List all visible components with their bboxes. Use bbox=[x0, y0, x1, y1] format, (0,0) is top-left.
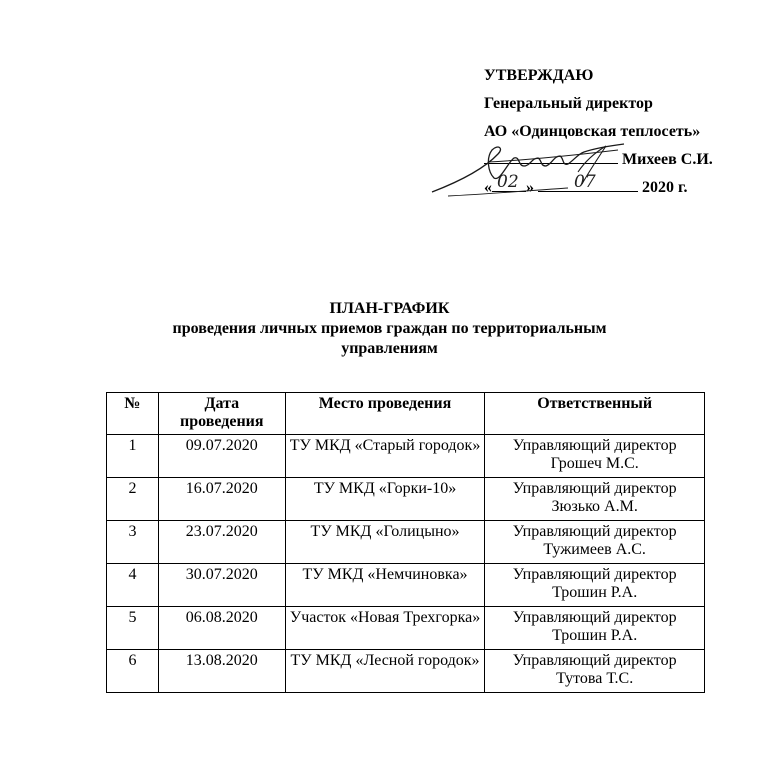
row-date: 23.07.2020 bbox=[158, 521, 285, 564]
row-place: ТУ МКД «Старый городок» bbox=[285, 435, 485, 478]
header-number: № bbox=[107, 393, 159, 435]
row-place: ТУ МКД «Голицыно» bbox=[285, 521, 485, 564]
header-responsible: Ответственный bbox=[485, 393, 705, 435]
table-row bbox=[107, 435, 705, 478]
row-responsible bbox=[485, 607, 705, 650]
row-number: 6 bbox=[107, 650, 159, 693]
row-date: 13.08.2020 bbox=[158, 650, 285, 693]
document-subtitle-line2: управлениям bbox=[341, 340, 438, 357]
responsible-name: Грошеч М.С. bbox=[550, 455, 639, 472]
document-title-block bbox=[0, 299, 779, 359]
responsible-title: Управляющий директор bbox=[512, 480, 677, 497]
responsible-title: Управляющий директор bbox=[512, 652, 677, 669]
row-date: 16.07.2020 bbox=[158, 478, 285, 521]
table-row bbox=[107, 650, 705, 693]
handwritten-month: 07 bbox=[574, 172, 596, 192]
handwritten-day: 02 bbox=[497, 172, 519, 192]
responsible-name: Трошин Р.А. bbox=[552, 627, 638, 644]
row-responsible bbox=[485, 564, 705, 607]
header-date: Дата проведения bbox=[158, 393, 285, 435]
row-place: ТУ МКД «Лесной городок» bbox=[285, 650, 485, 693]
row-number: 5 bbox=[107, 607, 159, 650]
approval-heading: УТВЕРЖДАЮ bbox=[484, 67, 594, 84]
responsible-title: Управляющий директор bbox=[512, 523, 677, 540]
row-responsible bbox=[485, 521, 705, 564]
responsible-title: Управляющий директор bbox=[512, 437, 677, 454]
table-row bbox=[107, 521, 705, 564]
table-row bbox=[107, 607, 705, 650]
responsible-title: Управляющий директор bbox=[512, 566, 677, 583]
row-responsible bbox=[485, 650, 705, 693]
row-number: 3 bbox=[107, 521, 159, 564]
responsible-name: Тутова Т.С. bbox=[556, 670, 634, 687]
schedule-table bbox=[106, 392, 705, 693]
table-row bbox=[107, 564, 705, 607]
date-year: 2020 г. bbox=[642, 179, 688, 196]
row-responsible bbox=[485, 478, 705, 521]
row-number: 2 bbox=[107, 478, 159, 521]
table-row bbox=[107, 478, 705, 521]
responsible-name: Тужимеев А.С. bbox=[543, 541, 646, 558]
row-number: 4 bbox=[107, 564, 159, 607]
header-place: Место проведения bbox=[285, 393, 485, 435]
table-header-row bbox=[107, 393, 705, 435]
row-place: Участок «Новая Трехгорка» bbox=[285, 607, 485, 650]
responsible-title: Управляющий директор bbox=[512, 609, 677, 626]
date-close-quote: » bbox=[526, 179, 534, 196]
approval-organization: АО «Одинцовская теплосеть» bbox=[484, 123, 701, 140]
row-date: 06.08.2020 bbox=[158, 607, 285, 650]
document-subtitle-line1: проведения личных приемов граждан по территориальным bbox=[172, 320, 607, 337]
signer-name: Михеев С.И. bbox=[622, 151, 713, 168]
responsible-name: Зюзько А.М. bbox=[551, 498, 638, 515]
row-date: 30.07.2020 bbox=[158, 564, 285, 607]
row-place: ТУ МКД «Немчиновка» bbox=[285, 564, 485, 607]
date-open-quote: « bbox=[484, 179, 492, 196]
document-title: ПЛАН-ГРАФИК bbox=[329, 300, 450, 317]
row-place: ТУ МКД «Горки-10» bbox=[285, 478, 485, 521]
approval-position: Генеральный директор bbox=[484, 95, 653, 112]
row-responsible bbox=[485, 435, 705, 478]
row-date: 09.07.2020 bbox=[158, 435, 285, 478]
responsible-name: Трошин Р.А. bbox=[552, 584, 638, 601]
row-number: 1 bbox=[107, 435, 159, 478]
handwritten-signature bbox=[428, 132, 628, 204]
